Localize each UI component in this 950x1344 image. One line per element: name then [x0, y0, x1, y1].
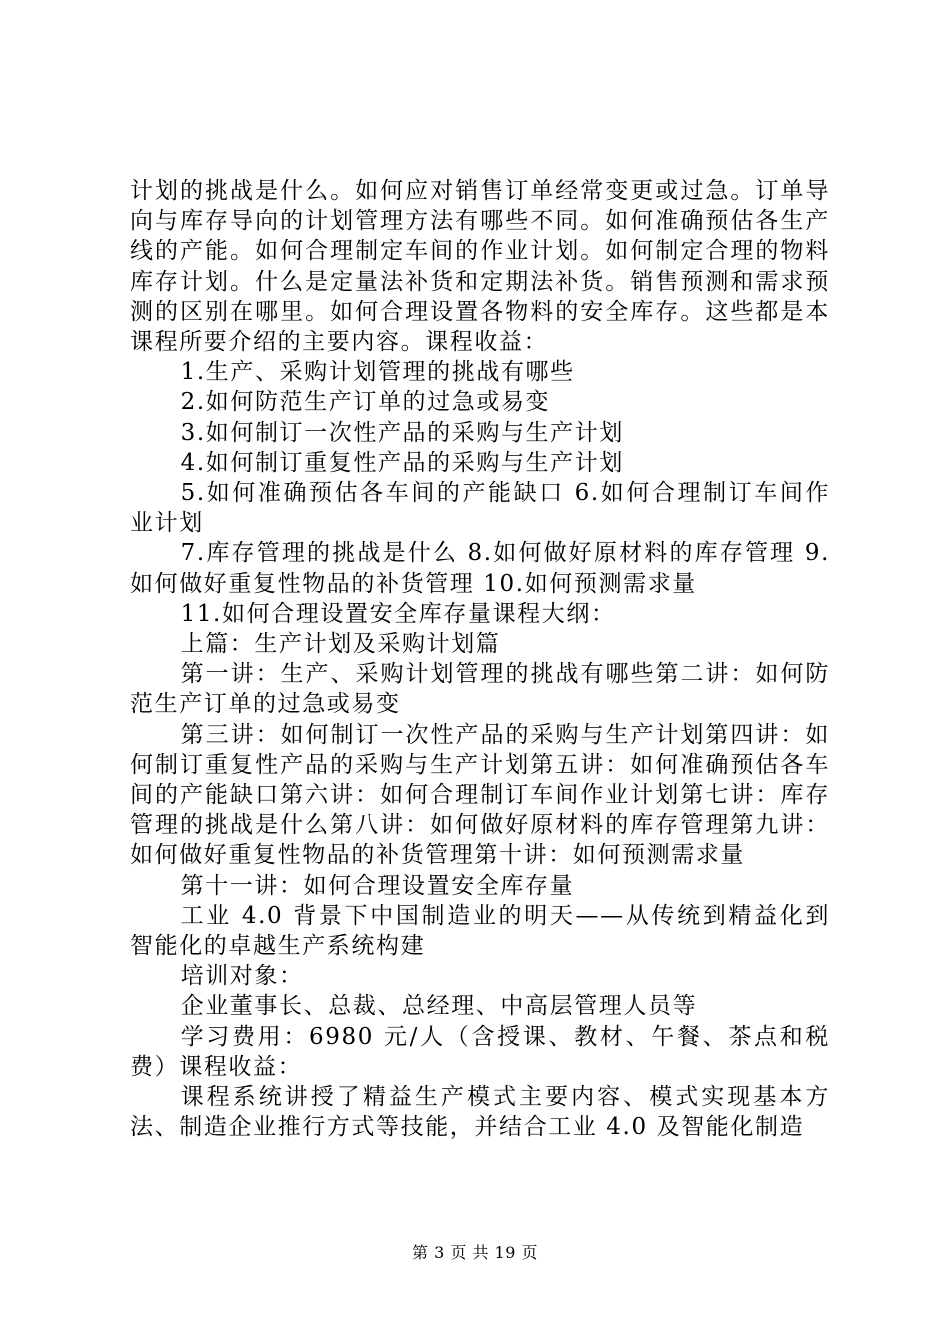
list-item: 1.生产、采购计划管理的挑战有哪些 — [180, 359, 575, 386]
lecture-list: 第一讲：生产、采购计划管理的挑战有哪些第二讲：如何防范生产订单的过急或易变 — [130, 661, 830, 718]
paragraph: 课程系统讲授了精益生产模式主要内容、模式实现基本方法、制造企业推行方式等技能，并结合工业 4.0 及智能化制造 — [130, 1084, 830, 1141]
section-heading: 上篇：生产计划及采购计划篇 — [180, 631, 501, 658]
training-target-label: 培训对象： — [180, 963, 304, 990]
course-title: 工业 4.0 背景下中国制造业的明天——从传统到精益化到智能化的卓越生产系统构建 — [130, 902, 830, 960]
list-item: 4.如何制订重复性产品的采购与生产计划 — [180, 449, 624, 476]
list-item: 11.如何合理设置安全库存量课程大纲： — [180, 600, 616, 627]
page-footer: 第 3 页 共 19 页 — [412, 1243, 538, 1262]
fee-paragraph: 学习费用：6980 元/人（含授课、教材、午餐、茶点和税费）课程收益： — [130, 1023, 830, 1080]
list-item: 3.如何制订一次性产品的采购与生产计划 — [180, 419, 624, 446]
list-item: 7.库存管理的挑战是什么 8.如何做好原材料的库存管理 9.如何做好重复性物品的补货管理 10.如何预测需求量 — [130, 540, 830, 597]
list-item: 5.如何准确预估各车间的产能缺口 6.如何合理制订车间作业计划 — [130, 480, 830, 537]
document-body — [130, 176, 830, 1143]
training-target-value: 企业董事长、总裁、总经理、中高层管理人员等 — [180, 993, 698, 1020]
list-item: 2.如何防范生产订单的过急或易变 — [180, 389, 551, 416]
lecture-list: 第十一讲：如何合理设置安全库存量 — [180, 872, 575, 899]
lecture-list: 第三讲：如何制订一次性产品的采购与生产计划第四讲：如何制订重复性产品的采购与生产计划第五讲：如何准确预估各车间的产能缺口第六讲：如何合理制订车间作业计划第七讲：库存管理的挑战是什么第八讲：如何做好原材料的库存管理第九讲：如何做好重复性物品的补货管理第十讲：如何预测需求量 — [130, 721, 830, 869]
paragraph: 计划的挑战是什么。如何应对销售订单经常变更或过急。订单导向与库存导向的计划管理方法有哪些不同。如何准确预估各生产线的产能。如何合理制定车间的作业计划。如何制定合理的物料库存计划。什么是定量法补货和定期法补货。销售预测和需求预测的区别在哪里。如何合理设置各物料的安全库存。这些都是本课程所要介绍的主要内容。课程收益： — [130, 178, 830, 356]
